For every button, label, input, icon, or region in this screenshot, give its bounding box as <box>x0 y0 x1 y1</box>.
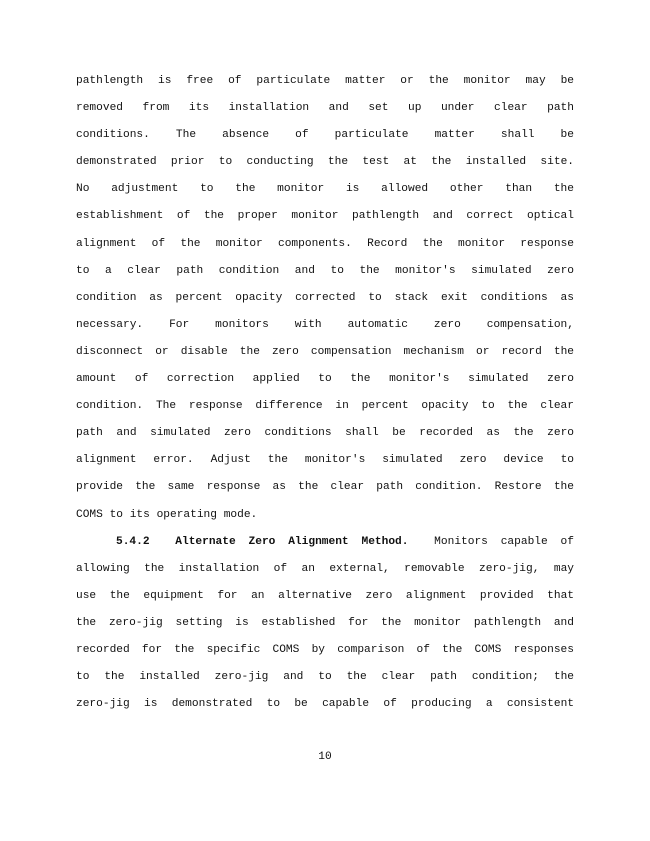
body-text <box>76 73 574 723</box>
text-line: to the installed zero-jig and to the clear path condition; the <box>76 671 574 684</box>
text-line: path and simulated zero conditions shall be recorded as the zero <box>76 427 574 440</box>
text-line: provide the same response as the clear path condition. Restore the <box>76 481 574 494</box>
section-first-line-text: Monitors capable of <box>434 535 574 548</box>
text-line: alignment of the monitor components. Record the monitor response <box>76 237 574 250</box>
text-line: allowing the installation of an external, removable zero-jig, may <box>76 562 574 575</box>
text-line: to a clear path condition and to the monitor's simulated zero <box>76 264 574 277</box>
text-line: disconnect or disable the zero compensation mechanism or record the <box>76 345 574 358</box>
text-line: condition. The response difference in percent opacity to the clear <box>76 400 574 413</box>
section-title: Alternate Zero Alignment Method. <box>175 535 409 548</box>
text-line: conditions. The absence of particulate matter shall be <box>76 129 574 142</box>
text-line: use the equipment for an alternative zero alignment provided that <box>76 589 574 602</box>
text-line: No adjustment to the monitor is allowed other than the <box>76 183 574 196</box>
text-line: zero-jig is demonstrated to be capable of producing a consistent <box>76 698 574 711</box>
section-number: 5.4.2 <box>116 535 150 548</box>
text-line: condition as percent opacity corrected to stack exit conditions as <box>76 291 574 304</box>
text-line: establishment of the proper monitor pathlength and correct optical <box>76 210 574 223</box>
page-number: 10 <box>318 751 332 763</box>
text-line: pathlength is free of particulate matter or the monitor may be <box>76 75 574 87</box>
text-line: recorded for the specific COMS by comparison of the COMS responses <box>76 643 574 656</box>
text-line: the zero-jig setting is established for the monitor pathlength and <box>76 616 574 629</box>
text-line: demonstrated prior to conducting the test at the installed site. <box>76 156 574 169</box>
text-line: amount of correction applied to the monitor's simulated zero <box>76 373 574 386</box>
text-line: necessary. For monitors with automatic zero compensation, <box>76 318 574 331</box>
section-heading-line <box>76 534 574 561</box>
text-line: alignment error. Adjust the monitor's simulated zero device to <box>76 454 574 467</box>
text-line: removed from its installation and set up under clear path <box>76 102 574 115</box>
text-line: COMS to its operating mode. <box>76 508 258 521</box>
